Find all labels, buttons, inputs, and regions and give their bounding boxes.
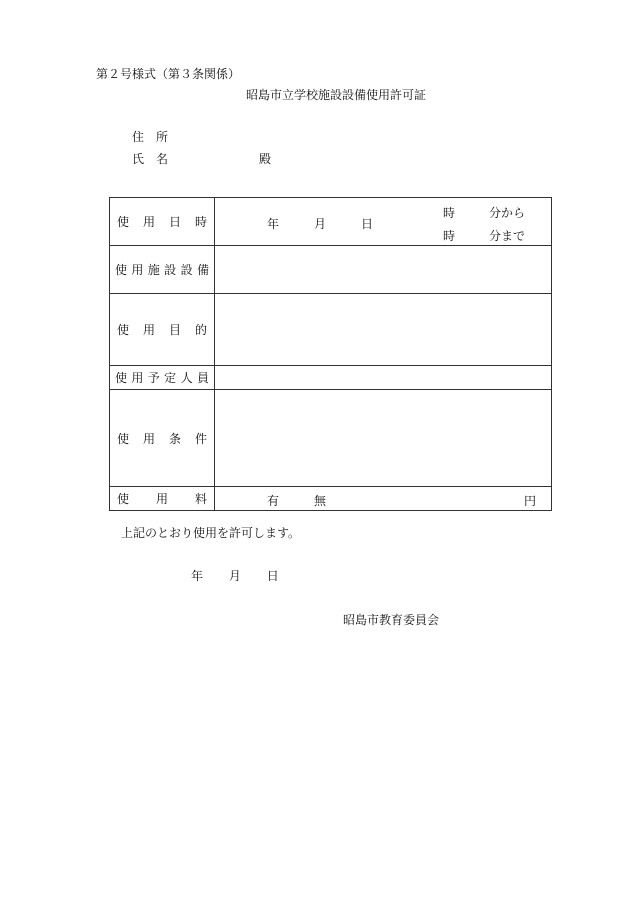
fee-value [215, 487, 552, 511]
issue-date [191, 567, 301, 584]
name-label: 氏名 [132, 152, 181, 166]
row-purpose [110, 294, 552, 366]
day-text: 日 [361, 217, 374, 231]
conditions-value [215, 390, 552, 487]
fee-yes: 有 [267, 494, 280, 508]
issue-day: 日 [266, 569, 279, 583]
issue-month: 月 [228, 569, 241, 583]
issuer-name: 昭島市教育委員会 [343, 613, 440, 627]
facility-label: 使 用 施 設 設 備 [110, 246, 215, 294]
month-text: 月 [314, 217, 327, 231]
honorific: 殿 [259, 152, 272, 166]
usage-datetime-label: 使 用 日 時 [110, 198, 215, 246]
usage-datetime-value [215, 198, 552, 246]
purpose-label: 使 用 目 的 [110, 294, 215, 366]
from-minute-text: 分から [489, 206, 526, 220]
attendees-label: 使 用 予 定 人 員 [110, 366, 215, 390]
issue-year: 年 [191, 569, 204, 583]
fee-yen-unit: 円 [524, 494, 537, 508]
address-label: 住所 [132, 130, 181, 144]
year-text: 年 [267, 217, 280, 231]
from-hour-text: 時 [443, 206, 456, 220]
facility-value [215, 246, 552, 294]
row-fee [110, 487, 552, 511]
row-attendees [110, 366, 552, 390]
attendees-value [215, 366, 552, 390]
fee-no: 無 [314, 494, 327, 508]
fee-label: 使 用 料 [110, 487, 215, 511]
to-minute-text: 分まで [489, 229, 526, 243]
row-conditions [110, 390, 552, 487]
document-title: 昭島市立学校施設設備使用許可証 [246, 88, 427, 102]
purpose-value [215, 294, 552, 366]
closing-statement: 上記のとおり使用を許可します。 [121, 526, 301, 540]
conditions-label: 使 用 条 件 [110, 390, 215, 487]
row-facility [110, 246, 552, 294]
permit-table [109, 197, 552, 511]
row-usage-datetime [110, 198, 552, 246]
to-hour-text: 時 [443, 229, 456, 243]
form-number: 第２号様式（第３条関係） [96, 67, 241, 81]
